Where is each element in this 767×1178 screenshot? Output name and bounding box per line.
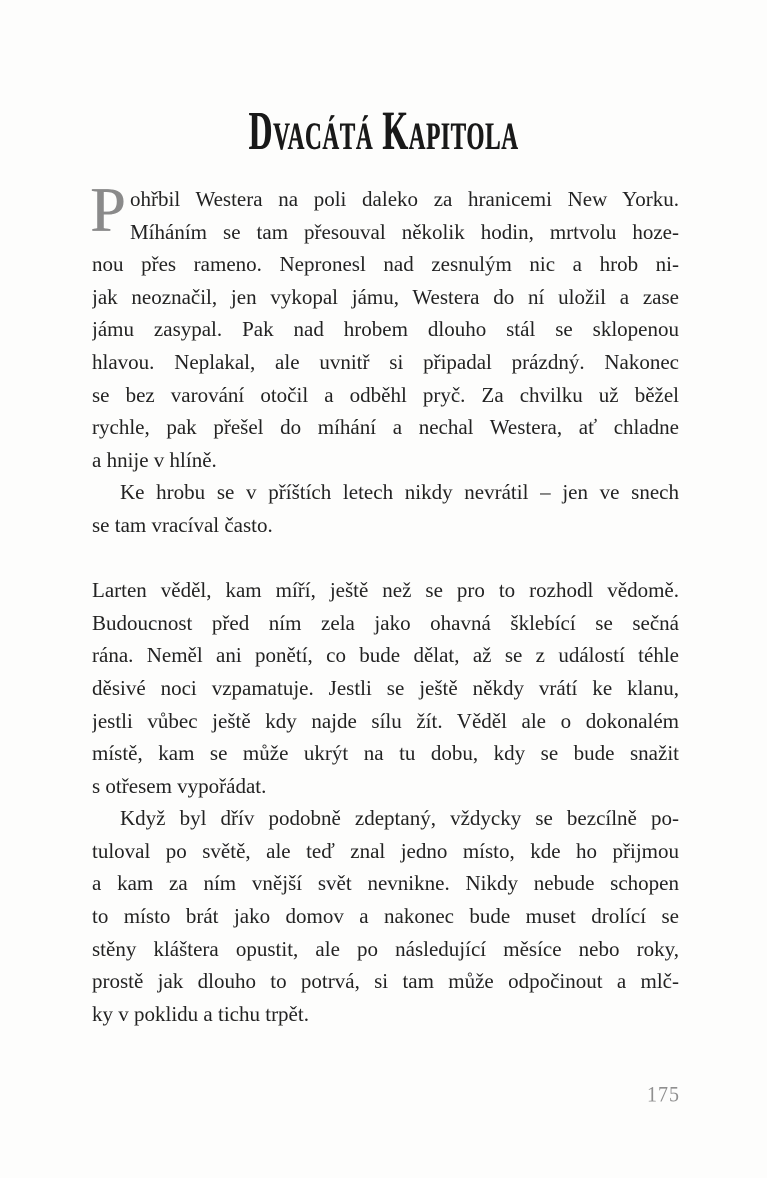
text-line: děsivé noci vzpamatuje. Jestli se ještě někdy vrátí ke klanu, <box>92 675 679 700</box>
text-line: rychle, pak přešel do míhání a nechal Westera, ať chladne <box>92 415 679 440</box>
text-line: ohřbil Westera na poli daleko za hranicemi New Yorku. <box>130 187 679 211</box>
chapter-title: Dvacátá Kapitola <box>248 99 519 162</box>
text-line: Ke hrobu se v příštích letech nikdy nevrátil – jen ve snech <box>120 480 679 505</box>
paragraph <box>92 574 679 802</box>
drop-cap: P <box>90 174 126 245</box>
text-line: to místo brát jako domov a nakonec bude muset drolící se <box>92 904 679 929</box>
text-line: stěny kláštera opustit, ale po následující měsíce nebo roky, <box>92 936 679 961</box>
paragraph <box>92 802 679 1030</box>
text-line: jestli vůbec ještě kdy najde sílu žít. Věděl ale o dokonalém <box>92 708 679 733</box>
text-line: se tam vracíval často. <box>92 512 273 537</box>
text-line: s otřesem vypořádat. <box>92 773 267 798</box>
text-line: ky v poklidu a tichu trpět. <box>92 1001 309 1026</box>
text-line: nou přes rameno. Nepronesl nad zesnulým nic a hrob ni- <box>92 252 679 277</box>
text-line: tuloval po světě, ale teď znal jedno místo, kde ho přijmou <box>92 838 679 863</box>
text-line: místě, kam se může ukrýt na tu dobu, kdy se bude snažit <box>92 741 679 766</box>
text-line: Míháním se tam přesouval několik hodin, mrtvolu hoze- <box>130 219 679 244</box>
text-line: Když byl dřív podobně zdeptaný, vždycky se bezcílně po- <box>120 806 679 831</box>
text-line: jak neoznačil, jen vykopal jámu, Westera do ní uložil a zase <box>92 284 679 309</box>
body-text <box>90 174 679 1030</box>
page-number: 175 <box>647 1083 680 1108</box>
text-line: rána. Neměl ani ponětí, co bude dělat, až se z událostí téhle <box>92 643 679 668</box>
paragraph <box>92 476 679 541</box>
text-line: jámu zasypal. Pak nad hrobem dlouho stál se sklopenou <box>92 317 679 342</box>
paragraph <box>90 174 679 476</box>
text-line: a hnije v hlíně. <box>92 447 217 472</box>
text-line: a kam za ním vnější svět nevnikne. Nikdy nebude schopen <box>92 871 679 896</box>
text-line: hlavou. Neplakal, ale uvnitř si připadal prázdný. Nakonec <box>92 349 679 374</box>
text-line: Larten věděl, kam míří, ještě než se pro to rozhodl vědomě. <box>92 578 679 603</box>
text-line: se bez varování otočil a odběhl pryč. Za chvilku už běžel <box>92 382 679 407</box>
text-line: prostě jak dlouho to potrvá, si tam může odpočinout a mlč- <box>92 969 679 994</box>
text-line: Budoucnost před ním zela jako ohavná šklebící se sečná <box>92 610 679 635</box>
